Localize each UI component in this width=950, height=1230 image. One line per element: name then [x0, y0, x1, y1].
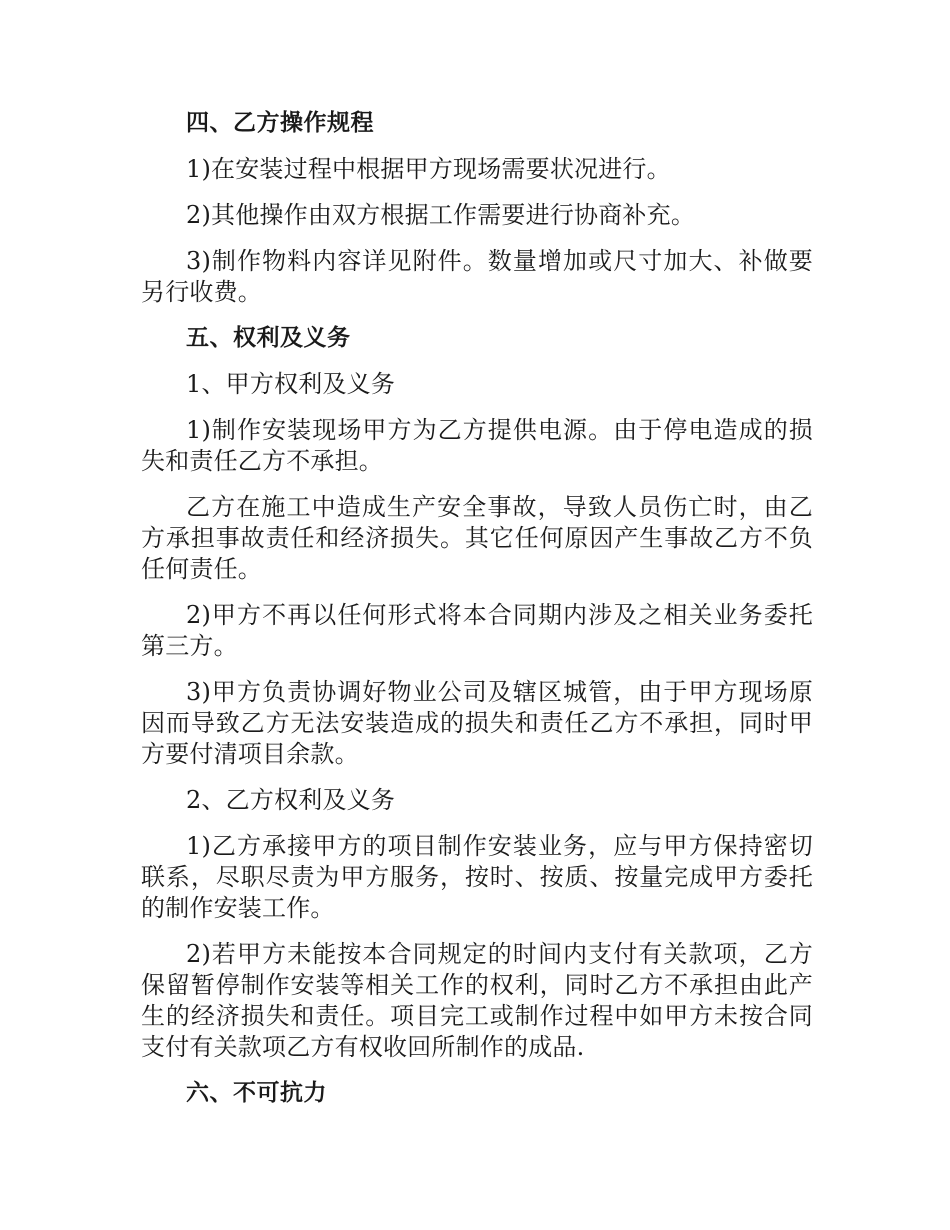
party-b-title: 2、乙方权利及义务	[186, 786, 396, 814]
section-4-item-1: 1)在安装过程中根据甲方现场需要状况进行。	[186, 155, 671, 183]
section-4-heading: 四、乙方操作规程	[186, 110, 374, 136]
party-a-item-1: 1)制作安装现场甲方为乙方提供电源。由于停电造成的损失和责任乙方不承担。	[141, 416, 813, 475]
section-5-heading: 五、权利及义务	[186, 325, 351, 351]
party-a-item-2: 2)甲方不再以任何形式将本合同期内涉及之相关业务委托第三方。	[141, 601, 813, 660]
party-b-item-2: 2)若甲方未能按本合同规定的时间内支付有关款项，乙方保留暂停制作安装等相关工作的权利，同时乙方不承担由此产生的经济损失和责任。项目完工或制作过程中如甲方未按合同支付有关款项乙方有权收回所制作的成品.	[141, 940, 813, 1061]
section-4-item-3: 3)制作物料内容详见附件。数量增加或尺寸加大、补做要另行收费。	[141, 247, 813, 306]
section-6-heading: 六、不可抗力	[186, 1080, 327, 1106]
party-a-title: 1、甲方权利及义务	[186, 370, 396, 398]
party-a-item-3: 3)甲方负责协调好物业公司及辖区城管，由于甲方现场原因而导致乙方无法安装造成的损失和责任乙方不承担，同时甲方要付清项目余款。	[141, 678, 813, 768]
section-4-item-2: 2)其他操作由双方根据工作需要进行协商补充。	[186, 201, 696, 229]
party-a-item-1-detail: 乙方在施工中造成生产安全事故，导致人员伤亡时，由乙方承担事故责任和经济损失。其它任何原因产生事故乙方不负任何责任。	[141, 493, 813, 583]
document-body	[141, 108, 813, 1124]
party-b-item-1: 1)乙方承接甲方的项目制作安装业务，应与甲方保持密切联系，尽职尽责为甲方服务，按时、按质、按量完成甲方委托的制作安装工作。	[141, 832, 813, 922]
